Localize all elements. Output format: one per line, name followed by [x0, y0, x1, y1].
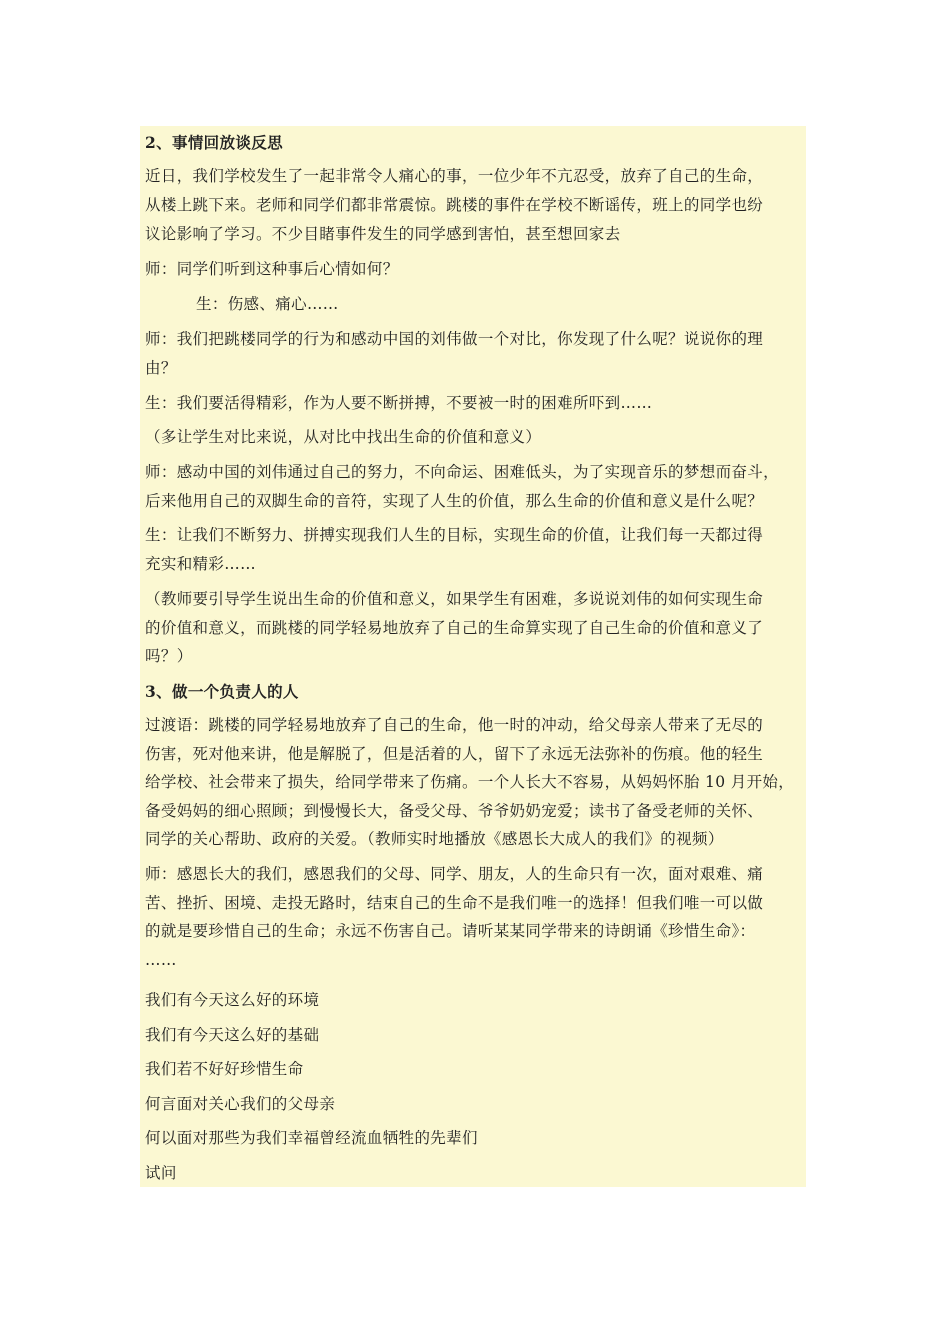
student-answer: 生：我们要活得精彩，作为人要不断拼搏，不要被一时的困难所吓到……	[145, 394, 653, 412]
teacher-question: 的就是要珍惜自己的生命；永远不伤害自己。请听某某同学带来的诗朗诵《珍惜生命》：	[145, 922, 756, 940]
student-answer: 生：伤感、痛心……	[196, 295, 339, 313]
teacher-question: ……	[145, 951, 177, 969]
teacher-note: （多让学生对比来说，从对比中找出生命的价值和意义）	[145, 428, 542, 446]
transition-line: 备受妈妈的细心照顾；到慢慢长大，备受父母、爷爷奶奶宠爱；读书了备受老师的关怀、	[145, 802, 764, 820]
poem-line: 何言面对关心我们的父母亲	[145, 1095, 336, 1113]
poem-line: 我们若不好好珍惜生命	[145, 1060, 304, 1078]
transition-line: 过渡语：跳楼的同学轻易地放弃了自己的生命，他一时的冲动，给父母亲人带来了无尽的	[145, 716, 764, 734]
section-heading-3: 3、做一个负责人的人	[145, 682, 299, 701]
transition-line: 同学的关心帮助、政府的关爱。（教师实时地播放《感恩长大成人的我们》的视频）	[145, 830, 724, 848]
transition-line: 伤害，死对他来讲，他是解脱了，但是活着的人，留下了永远无法弥补的伤痕。他的轻生	[145, 745, 764, 763]
student-answer: 生：让我们不断努力、拼搏实现我们人生的目标，实现生命的价值，让我们每一天都过得	[145, 526, 764, 544]
teacher-question: 师：感动中国的刘伟通过自己的努力，不向命运、困难低头，为了实现音乐的梦想而奋斗，	[145, 463, 780, 481]
poem-line: 何以面对那些为我们幸福曾经流血牺牲的先辈们	[145, 1129, 478, 1147]
teacher-question: 后来他用自己的双脚生命的音符，实现了人生的价值，那么生命的价值和意义是什么呢？	[145, 492, 764, 510]
paragraph-line: 从楼上跳下来。老师和同学们都非常震惊。跳楼的事件在学校不断谣传，班上的同学也纷	[145, 196, 764, 214]
teacher-question: 由？	[145, 359, 177, 377]
section-heading-2: 2、事情回放谈反思	[145, 133, 283, 152]
teacher-note: 吗？）	[145, 647, 193, 665]
poem-line: 我们有今天这么好的环境	[145, 991, 320, 1009]
transition-line: 给学校、社会带来了损失，给同学带来了伤痛。一个人长大不容易，从妈妈怀胎 10 月开始，	[145, 773, 795, 791]
highlighted-content-block	[140, 126, 806, 1187]
paragraph-line: 近日，我们学校发生了一起非常令人痛心的事，一位少年不亢忍受，放弃了自己的生命，	[145, 167, 764, 185]
teacher-note: （教师要引导学生说出生命的价值和意义，如果学生有困难，多说说刘伟的如何实现生命	[145, 590, 764, 608]
teacher-question: 苦、挫折、困境、走投无路时，结束自己的生命不是我们唯一的选择！但我们唯一可以做	[145, 894, 764, 912]
teacher-note: 的价值和意义，而跳楼的同学轻易地放弃了自己的生命算实现了自己生命的价值和意义了	[145, 619, 764, 637]
poem-line: 我们有今天这么好的基础	[145, 1026, 320, 1044]
poem-line: 试问	[145, 1164, 177, 1182]
teacher-question: 师：感恩长大的我们，感恩我们的父母、同学、朋友，人的生命只有一次，面对艰难、痛	[145, 865, 764, 883]
student-answer: 充实和精彩……	[145, 555, 256, 573]
teacher-question: 师：我们把跳楼同学的行为和感动中国的刘伟做一个对比，你发现了什么呢？说说你的理	[145, 330, 764, 348]
paragraph-line: 议论影响了学习。不少目睹事件发生的同学感到害怕，甚至想回家去	[145, 225, 621, 243]
teacher-question: 师：同学们听到这种事后心情如何？	[145, 260, 399, 278]
